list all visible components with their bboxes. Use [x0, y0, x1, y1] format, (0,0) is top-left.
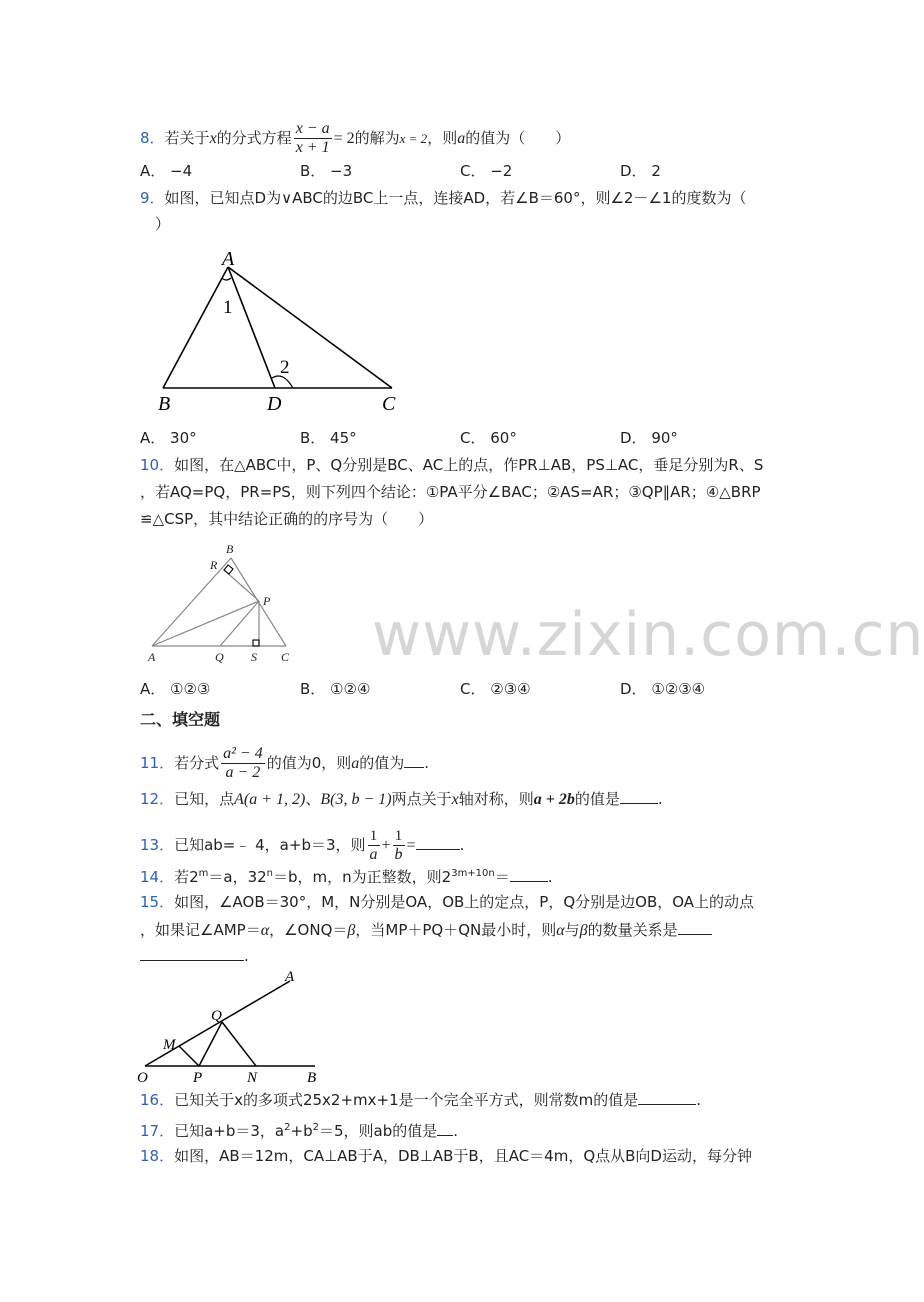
- answer-blank: [620, 789, 658, 804]
- option-b: B． ①②④: [300, 680, 371, 698]
- question-12: 12．已知，点A(a + 1, 2)、B(3, b − 1)两点关于x轴对称，则a + 2b的值是 .: [140, 790, 663, 808]
- option-c: C． −2: [460, 162, 513, 180]
- label-q: Q: [211, 1008, 222, 1024]
- triangle-figure-q10: [140, 538, 310, 666]
- label-m: M: [163, 1037, 176, 1053]
- question-11: 11．若分式 $\frac{\text{a² − 4}}{a - 2}$ 的值为0，则a的值为 .: [140, 745, 430, 781]
- option-b: B． −3: [300, 162, 353, 180]
- label-q: Q: [215, 650, 224, 664]
- option-d: D． 90°: [620, 429, 678, 447]
- fraction: $\frac{\text{a² − 4}}{a - 2}$: [223, 745, 263, 781]
- option-c: C． 60°: [460, 429, 517, 447]
- option-a: A． 30°: [140, 429, 197, 447]
- question-10-cont: ≌△CSP，其中结论正确的的序号为（ ）: [140, 510, 434, 528]
- triangle-figure-q9: [160, 245, 410, 420]
- question-15-cont: ，如果记∠AMP＝α，∠ONQ＝β，当MP＋PQ＋QN最小时，则α与β的数量关系是: [140, 920, 712, 941]
- label-b: B: [158, 393, 171, 415]
- question-number: 16．: [140, 1091, 175, 1109]
- fraction: $\frac{1}{b}$: [394, 828, 403, 863]
- question-18: 18．如图，AB＝12m，CA⊥AB于A，DB⊥AB于B，且AC＝4m，Q点从B向D运动，每分钟: [140, 1147, 752, 1165]
- answer-blank: [638, 1090, 696, 1105]
- answer-blank: [678, 920, 712, 935]
- question-8: 8．若关于x的分式方程 $\frac{x - a}{x + 1}$ = 2的解为x = 2，则a的值为（ ）: [140, 120, 571, 156]
- label-p: P: [193, 1070, 203, 1086]
- question-17: 17．已知a+b＝3，$a^2+b^2=5$，则ab的值是 .: [140, 1122, 459, 1140]
- section-title: 二、填空题: [140, 710, 221, 729]
- option-c: C． ②③④: [460, 680, 531, 698]
- answer-blank: [140, 946, 244, 961]
- angle-2-label: 2: [280, 357, 290, 378]
- question-number: 10．: [140, 456, 175, 474]
- option-d: D． 2: [620, 162, 661, 180]
- option-d: D． ①②③④: [620, 680, 706, 698]
- label-c: C: [281, 650, 290, 664]
- angle-1-label: 1: [223, 297, 233, 318]
- label-r: R: [210, 558, 218, 572]
- label-p: P: [263, 594, 271, 608]
- label-a: A: [285, 969, 295, 985]
- label-d: D: [267, 393, 282, 415]
- question-number: 18．: [140, 1147, 175, 1165]
- question-16: 16．已知关于x的多项式25x2+mx+1是一个完全平方式，则常数m的值是 .: [140, 1091, 702, 1109]
- label-a: A: [148, 650, 156, 664]
- question-13: 13．已知ab=﹣ 4，a+b＝3，则 $\frac{1}{a}$ + $\frac{1}{b}$ = .: [140, 828, 465, 863]
- question-10: 10．如图，在△ABC中，P、Q分别是BC、AC上的点，作PR⊥AB，PS⊥AC，垂足分别为R、S: [140, 456, 764, 474]
- option-b: B． 45°: [300, 429, 357, 447]
- fraction: $\frac{1}{a}$: [369, 828, 378, 863]
- label-o: O: [137, 1070, 148, 1086]
- fraction: $\frac{x - a}{x + 1}$: [295, 120, 330, 156]
- question-9-cont: ）: [140, 215, 171, 233]
- label-a: A: [222, 248, 235, 270]
- option-a: A． −4: [140, 162, 193, 180]
- label-b: B: [226, 542, 234, 556]
- question-number: 15．: [140, 893, 175, 911]
- answer-blank: [510, 867, 548, 882]
- answer-blank: [404, 753, 424, 768]
- question-15: 15．如图，∠AOB＝30°，M，N分别是OA，OB上的定点，P，Q分别是边OB，OA上的动点: [140, 893, 755, 911]
- label-b: B: [307, 1070, 317, 1086]
- watermark: www.zixin.com.cn: [372, 600, 924, 670]
- question-14: 14．若$2^m=a$，$32^n=b$，m，n为正整数，则$2^{3m+10n}=$ .: [140, 868, 553, 886]
- question-number: 17．: [140, 1122, 175, 1140]
- question-number: 12．: [140, 790, 175, 808]
- question-number: 13．: [140, 836, 175, 854]
- question-number: 9．: [140, 189, 165, 207]
- answer-blank: [437, 1121, 453, 1136]
- answer-blank: [416, 835, 460, 850]
- label-c: C: [382, 393, 396, 415]
- label-n: N: [247, 1070, 258, 1086]
- option-a: A． ①②③: [140, 680, 211, 698]
- angle-figure-q15: [135, 968, 325, 1088]
- question-number: 14．: [140, 868, 175, 886]
- label-s: S: [251, 650, 257, 664]
- question-10-cont: ，若AQ=PQ，PR=PS，则下列四个结论：①PA平分∠BAC；②AS=AR；③QP∥AR；④△BRP: [140, 483, 761, 501]
- question-number: 11．: [140, 754, 175, 772]
- question-number: 8．: [140, 129, 165, 147]
- question-9: 9．如图，已知点D为∨ABC的边BC上一点，连接AD，若∠B＝60°，则∠2－∠1的度数为（: [140, 189, 747, 207]
- question-15-cont: .: [140, 946, 249, 966]
